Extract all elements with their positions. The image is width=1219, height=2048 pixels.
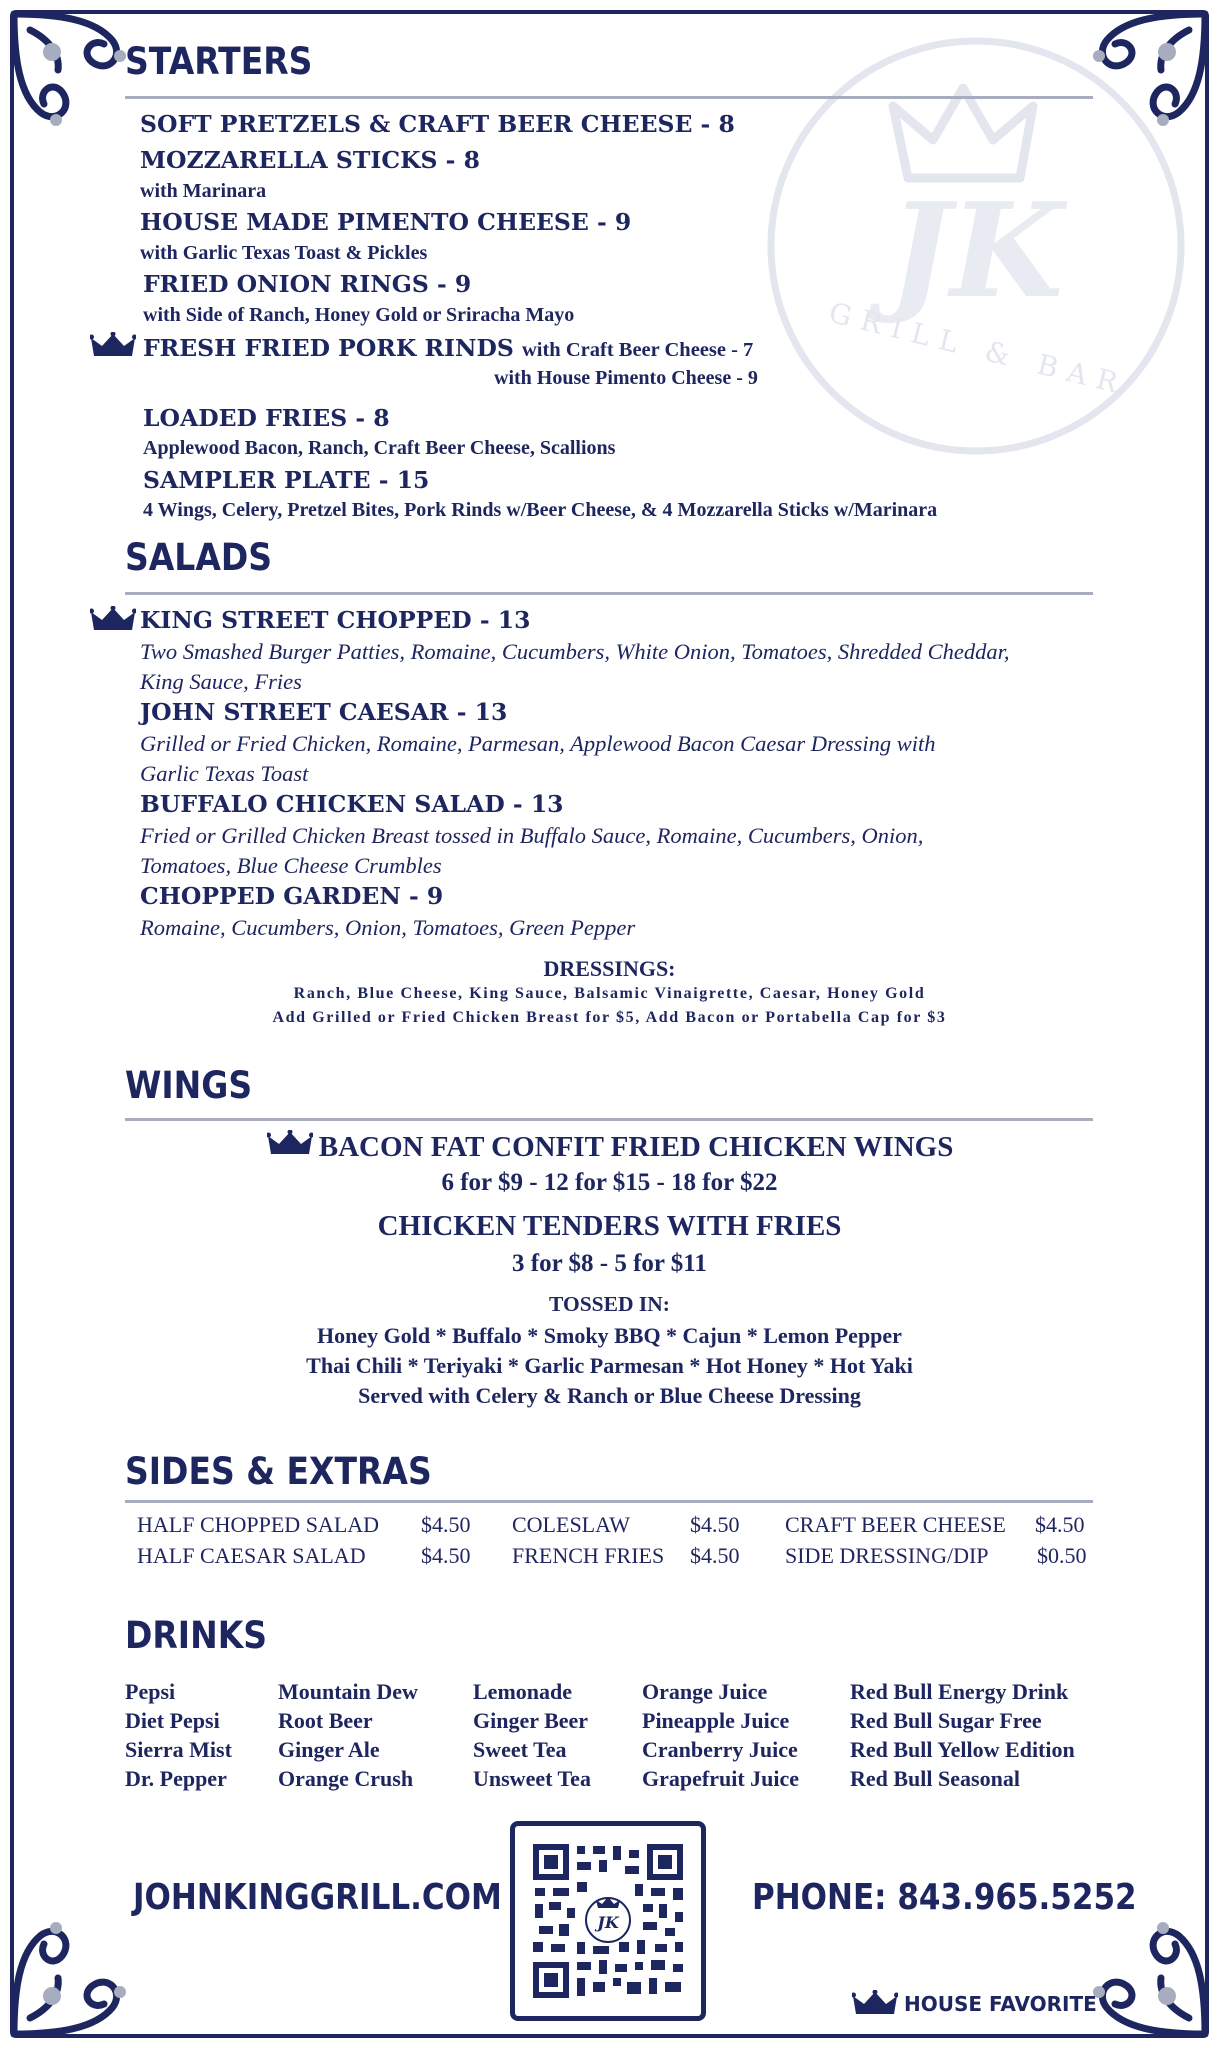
watermark-letters: JK	[888, 174, 1064, 327]
drink-item: Ginger Ale	[278, 1737, 380, 1762]
side-item-price: $4.50	[421, 1512, 471, 1537]
drink-item: Sierra Mist	[125, 1737, 232, 1762]
drink-item: Pepsi	[125, 1679, 176, 1704]
drink-item: Mountain Dew	[278, 1679, 418, 1704]
salad-item-desc: King Sauce, Fries	[140, 669, 302, 694]
side-item-price: $4.50	[690, 1512, 740, 1537]
wings-name: BACON FAT CONFIT FRIED CHICKEN WINGS	[318, 1131, 954, 1163]
starter-item-desc: with Garlic Texas Toast & Pickles	[140, 242, 428, 264]
dressings-addons: Add Grilled or Fried Chicken Breast for $5, Add Bacon or Portabella Cap for $3	[272, 1009, 947, 1026]
starter-item-name: LOADED FRIES - 8	[143, 404, 390, 432]
watermark-tagline: GRILL & BAR	[825, 295, 1131, 402]
website-link[interactable]: JOHNKINGGRILL.COM	[133, 1876, 502, 1918]
served-with: Served with Celery & Ranch or Blue Cheese Dressing	[358, 1383, 861, 1408]
side-item-name: FRENCH FRIES	[512, 1543, 665, 1568]
drink-item: Ginger Beer	[473, 1708, 589, 1733]
starter-item-desc: with Side of Ranch, Honey Gold or Sriracha Mayo	[143, 304, 575, 326]
sides-title: SIDES & EXTRAS	[125, 1449, 432, 1493]
crown-icon	[90, 606, 136, 634]
drink-item: Orange Juice	[642, 1679, 768, 1704]
side-item-name: COLESLAW	[512, 1512, 631, 1537]
sides-rule	[125, 1500, 1093, 1503]
salad-item-desc: Garlic Texas Toast	[140, 761, 309, 786]
salads-rule	[125, 592, 1093, 595]
corner-flourish-icon	[1069, 1898, 1219, 2048]
wings-rule	[125, 1118, 1093, 1121]
wings-price: 6 for $9 - 12 for $15 - 18 for $22	[441, 1169, 778, 1196]
drink-item: Red Bull Yellow Edition	[850, 1737, 1075, 1762]
drink-item: Red Bull Seasonal	[850, 1766, 1020, 1791]
tossed-title: TOSSED IN:	[549, 1292, 670, 1316]
starter-item-option: with House Pimento Cheese - 9	[494, 367, 758, 389]
starter-item-favorite	[143, 334, 753, 362]
crown-icon	[90, 332, 136, 360]
starter-item-option: with Craft Beer Cheese - 7	[521, 339, 754, 361]
salad-item-name: BUFFALO CHICKEN SALAD - 13	[140, 790, 564, 818]
starters-rule	[125, 96, 1093, 99]
crown-icon	[852, 1990, 898, 2018]
drink-item: Orange Crush	[278, 1766, 414, 1791]
phone-number[interactable]: PHONE: 843.965.5252	[752, 1876, 1137, 1918]
watermark-logo	[758, 28, 1194, 464]
drink-item: Root Beer	[278, 1708, 373, 1733]
starter-item-desc: 4 Wings, Celery, Pretzel Bites, Pork Rinds w/Beer Cheese, & 4 Mozzarella Sticks w/Marinara	[143, 499, 938, 521]
starter-item-desc: Applewood Bacon, Ranch, Craft Beer Cheese, Scallions	[143, 437, 616, 459]
salad-item-desc: Two Smashed Burger Patties, Romaine, Cucumbers, White Onion, Tomatoes, Shredded Cheddar,	[140, 639, 1010, 664]
drink-item: Diet Pepsi	[125, 1708, 220, 1733]
salad-item-name: JOHN STREET CAESAR - 13	[140, 698, 508, 726]
qr-logo-letters: JK	[597, 1913, 619, 1932]
starter-item-name: MOZZARELLA STICKS - 8	[140, 146, 480, 174]
side-item-name: HALF CHOPPED SALAD	[137, 1512, 380, 1537]
crown-icon	[267, 1130, 313, 1158]
salad-item-name: CHOPPED GARDEN - 9	[140, 882, 444, 910]
house-favorite-label: HOUSE FAVORITE	[904, 1992, 1097, 2016]
side-item-name: HALF CAESAR SALAD	[137, 1543, 366, 1568]
drink-item: Unsweet Tea	[473, 1766, 591, 1791]
starter-item-name: HOUSE MADE PIMENTO CHEESE - 9	[140, 208, 632, 236]
starters-title: STARTERS	[125, 39, 313, 83]
drink-item: Red Bull Sugar Free	[850, 1708, 1042, 1733]
starter-item-name: FRESH FRIED PORK RINDS	[143, 334, 514, 362]
side-item-price: $4.50	[690, 1543, 740, 1568]
drinks-title: DRINKS	[125, 1613, 268, 1657]
dressings-title: DRESSINGS:	[543, 956, 676, 981]
side-item-price: $0.50	[1037, 1543, 1087, 1568]
sauces-line: Thai Chili * Teriyaki * Garlic Parmesan * Hot Honey * Hot Yaki	[306, 1353, 913, 1378]
drink-item: Pineapple Juice	[642, 1708, 790, 1733]
qr-code[interactable]	[510, 1821, 706, 2021]
side-item-price: $4.50	[1035, 1512, 1085, 1537]
salad-item-desc: Fried or Grilled Chicken Breast tossed in Buffalo Sauce, Romaine, Cucumbers, Onion,	[140, 823, 924, 848]
tenders-name: CHICKEN TENDERS WITH FRIES	[377, 1210, 842, 1242]
salad-item-desc: Romaine, Cucumbers, Onion, Tomatoes, Green Pepper	[140, 915, 636, 940]
sauces-line: Honey Gold * Buffalo * Smoky BBQ * Cajun * Lemon Pepper	[317, 1323, 902, 1348]
drink-item: Sweet Tea	[473, 1737, 567, 1762]
side-item-name: CRAFT BEER CHEESE	[785, 1512, 1006, 1537]
side-item-name: SIDE DRESSING/DIP	[785, 1543, 989, 1568]
salad-item-desc: Tomatoes, Blue Cheese Crumbles	[140, 853, 442, 878]
qr-code-icon	[531, 1842, 685, 2000]
drink-item: Lemonade	[473, 1679, 572, 1704]
drink-item: Cranberry Juice	[642, 1737, 798, 1762]
corner-flourish-icon	[0, 1898, 150, 2048]
salad-item-name: KING STREET CHOPPED - 13	[140, 606, 531, 634]
side-item-price: $4.50	[421, 1543, 471, 1568]
wings-title: WINGS	[125, 1063, 253, 1107]
salads-title: SALADS	[125, 535, 273, 579]
starter-item-name: SAMPLER PLATE - 15	[143, 466, 430, 494]
watermark-crown-icon	[893, 88, 1033, 178]
wings-item	[0, 1130, 1219, 1164]
starter-item-name: FRIED ONION RINGS - 9	[143, 270, 472, 298]
drink-item: Dr. Pepper	[125, 1766, 227, 1791]
starter-item-name: SOFT PRETZELS & CRAFT BEER CHEESE - 8	[140, 110, 735, 138]
drink-item: Grapefruit Juice	[642, 1766, 800, 1791]
dressings-list: Ranch, Blue Cheese, King Sauce, Balsamic Vinaigrette, Caesar, Honey Gold	[293, 985, 926, 1002]
drink-item: Red Bull Energy Drink	[850, 1679, 1069, 1704]
salad-item-desc: Grilled or Fried Chicken, Romaine, Parmesan, Applewood Bacon Caesar Dressing with	[140, 731, 936, 756]
starter-item-desc: with Marinara	[140, 180, 267, 202]
tenders-price: 3 for $8 - 5 for $11	[512, 1250, 707, 1277]
